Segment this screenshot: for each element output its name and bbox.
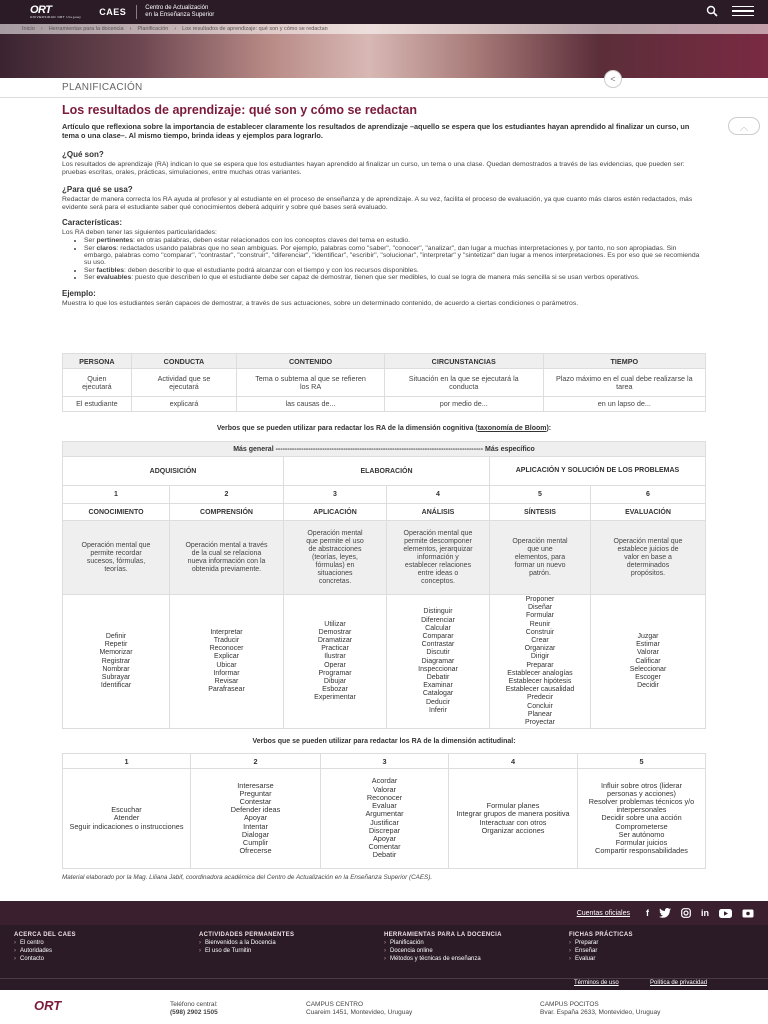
verb-item: Catalogar [422,690,454,698]
table-header: CIRCUNSTANCIAS [384,354,543,369]
article-intro: Artículo que reflexiona sobre la importancia de establecer claramente los resultados de aprendizaje –aquello se espera que los estudiantes hayan aprendido al finalizar un curso, un tema o una clase–. Al mismo tiempo, brinda ideas y ejemplos para lograrlo. [62,122,690,140]
verb-item: Intentar [243,821,268,831]
verb-item: Ilustrar [324,653,346,661]
verb-item: Dramatizar [317,637,353,645]
list-item [84,237,706,244]
caes-desc-line2: en la Enseñanza Superior [145,12,215,18]
number-cell: 5 [490,486,591,504]
description-cell: Operación mental a través de la cual se relaciona nueva información con la obtenida previamente. [170,521,284,595]
phone-number[interactable]: (598) 2902 1505 [170,1008,218,1016]
verb-item: Seguir indicaciones o instrucciones [69,821,184,831]
breadcrumb-separator-icon: › [174,26,177,32]
verbs-list [491,596,589,727]
verb-item: Traducir [213,637,240,645]
footer-link[interactable]: › Docencia online [384,947,502,955]
terms-link[interactable]: Términos de uso [574,980,619,986]
footer-link[interactable]: › Bienvenidos a la Docencia [199,939,294,947]
level-cell: APLICACIÓN [284,504,387,521]
table-header: CONTENIDO [237,354,385,369]
verb-item: Discrepar [368,825,401,835]
verb-item: Diagramar [421,657,455,665]
table-cell: Actividad que se ejecutará [131,369,236,397]
description-row [63,521,706,595]
verb-item: Experimentar [314,694,356,702]
verb-item: Diseñar [527,604,553,612]
table-header: 2 [191,754,321,769]
brand-divider [136,5,137,19]
verb-item: Reconocer [209,645,244,653]
verbs-cell [387,595,490,729]
breadcrumb-separator-icon: › [129,26,132,32]
table-cell: Tema o subtema al que se refieren los RA [237,369,385,397]
bullet-keyword: pertinentes [96,237,134,245]
verbs-list [192,782,319,856]
table-cell: las causas de... [237,397,385,412]
table-header-row [63,754,706,769]
table-header: 3 [321,754,449,769]
verbs-row [63,595,706,729]
chevron-up-icon: ︿ [739,121,749,132]
table-header: 1 [63,754,191,769]
verb-item: Ubicar [216,661,237,669]
footer-ort-logo[interactable]: ORT [34,998,62,1013]
verb-item: Debatir [372,850,397,860]
verb-item: Valorar [636,649,660,657]
bullet-text: : en otras palabras, deben estar relacionados con los conceptos claves del tema en estudio. [133,237,411,245]
verb-item: Dibujar [323,678,347,686]
table-header: 5 [578,754,706,769]
verb-item: Ofrecerse [239,846,272,856]
verb-item: Discutir [426,649,450,657]
verb-item: Debatir [426,673,450,681]
campus-pocitos-address: Bvar. España 2633, Montevideo, Uruguay [540,1008,661,1016]
privacy-link[interactable]: Política de privacidad [650,980,708,986]
bullet-prefix: Ser [84,266,97,274]
bullet-text: : puesto que describen lo que el estudiante debe ser capaz de demostrar, tienen que ser medibles, lo cual se logra de manera más sencilla si se usan verbos operativos. [131,274,640,282]
breadcrumb-current: Los resultados de aprendizaje: qué son y cómo se redactan [182,26,328,32]
facebook-icon[interactable]: f [646,908,649,918]
verbs-list [285,621,385,703]
level-cell: COMPRENSIÓN [170,504,284,521]
verb-item: Reunir [529,620,551,628]
breadcrumb [0,24,768,34]
table-cell: explicará [131,397,236,412]
description-cell: Operación mental que une elementos, para formar un nuevo patrón. [490,521,591,595]
verb-item: Diferenciar [421,616,455,624]
caes-description [145,5,214,19]
level-cell: ANÁLISIS [387,504,490,521]
verb-item: Escuchar [111,805,142,815]
table-cell [578,769,706,869]
article-title: Los resultados de aprendizaje: qué son y cómo se redactan [62,103,417,117]
footer-col-acerca [14,931,76,963]
verb-item: Valorar [373,784,396,794]
verb-item: Proponer [525,596,555,603]
footer-col-head: ACTIVIDADES PERMANENTES [199,932,295,938]
footer-links [0,925,768,978]
verb-item: Calificar [635,657,661,665]
caption-text-end: ): [546,425,552,432]
article-content [62,103,706,307]
verbs-list [171,629,282,695]
verbs-list [322,777,447,859]
verb-item: Preguntar [239,788,272,798]
example-table [62,353,706,412]
footer-link[interactable]: › Planificación [384,939,502,947]
verb-item: Decidir [637,682,659,690]
section-divider [0,97,768,98]
table-cell: Situación en la que se ejecutará la conducta [384,369,543,397]
verb-item: Proyectar [525,719,555,727]
verb-item: Ser autónomo [618,829,665,839]
group-cell: ADQUISICIÓN [63,457,284,486]
footer-col-herramientas [384,931,502,963]
verb-item: Operar [324,661,346,669]
top-bar [0,0,768,24]
verb-item: Predecir [526,694,554,702]
campus-centro-label: CAMPUS CENTRO [306,1001,364,1008]
caes-brand[interactable]: CAES [99,7,127,17]
table-header: PERSONA [63,354,132,369]
verb-item: Justificar [370,817,399,827]
verb-item: Memorizar [99,649,133,657]
verb-item: Crear [531,637,549,645]
footer-link[interactable]: › Enseñar [569,947,633,955]
verb-item: Seleccionar [629,665,667,673]
number-cell: 3 [284,486,387,504]
characteristics-list [62,237,706,281]
cuentas-oficiales-link[interactable]: Cuentas oficiales [576,909,630,917]
verb-item: Interpretar [210,628,243,636]
paragraph-caracteristicas: Los RA deben tener las siguientes particularidades: [62,229,217,237]
hamburger-menu-icon[interactable] [732,6,754,17]
list-item [84,267,706,274]
verbs-cell [284,595,387,729]
heading-ejemplo: Ejemplo: [62,288,96,298]
cognitive-verbs-table [62,441,706,729]
verb-item: Inferir [429,706,447,714]
verb-item: Concluir [527,702,553,710]
verb-item: Interactuar con otros [479,817,547,827]
list-item [84,245,706,267]
scale-row [63,442,706,457]
footer-link[interactable]: › Autoridades [14,947,76,955]
footer-link[interactable]: › Evaluar [569,955,633,963]
verb-item: Apoyar [372,833,397,843]
heading-para-que: ¿Para qué se usa? [62,184,133,194]
section-label: PLANIFICACIÓN [62,82,143,93]
footer-link[interactable]: › Métodos y técnicas de enseñanza [384,955,502,963]
group-cell: APLICACIÓN Y SOLUCIÓN DE LOS PROBLEMAS [490,457,706,486]
number-row [63,486,706,504]
description-cell: Operación mental que permite el uso de abstracciones (teorías, leyes, fórmulas) en situaciones concretas. [284,521,387,595]
table-cell [63,769,191,869]
verb-item: Establecer analogías [507,669,573,677]
verb-item: Cumplir [242,838,269,847]
credit-note: Material elaborado por la Mag. Liliana Jabif, coordinadora académica del Centro de Actualización en la Enseñanza Superior (CAES). [62,874,433,881]
campus-centro-address: Cuareim 1451, Montevideo, Uruguay [306,1008,413,1016]
verb-item: Compartir responsabilidades [595,846,688,856]
paragraph-que-son: Los resultados de aprendizaje (RA) indican lo que se espera que los estudiantes hayan aprendido al finalizar un curso, un tema o una clase. Quedan demostrados a través de las evidencias, que pueden ser: pruebas escritas, orales, prácticas, simulaciones, entre muchas otras variantes. [62,161,685,176]
verb-item: Distinguir [423,608,453,616]
table-cell: por medio de... [384,397,543,412]
verb-item: Dialogar [241,829,270,839]
verb-item: Subrayar [101,673,131,681]
top-icons [706,5,754,17]
verb-item: Inspeccionar [418,665,458,673]
verb-item: Planear [527,710,553,718]
verb-item: Contestar [239,796,272,806]
attitudinal-verbs-table [62,753,706,869]
footer-legal-bar [0,978,768,990]
phone-block [170,1001,218,1016]
instagram-icon[interactable] [681,908,691,918]
verb-item: Decidir sobre una acción [601,813,682,823]
verb-item: Deducir [425,698,451,706]
verb-item: Formular planes [486,801,540,811]
bullet-keyword: factibles [96,266,125,274]
table-cell: El estudiante [63,397,132,412]
table-header: CONDUCTA [131,354,236,369]
footer-link[interactable]: › Contacto [14,955,76,963]
verbs-list [64,633,168,690]
verbs-cell [170,595,284,729]
verb-item: Formular [525,612,554,620]
verb-item: Esbozar [322,686,348,694]
share-icon: < [610,74,616,84]
bullet-prefix: Ser [84,237,97,245]
cognitive-caption [62,425,706,432]
verb-item: Dirigir [530,653,550,661]
verb-item: Influir sobre otros (liderar personas y acciones) [600,780,683,798]
bullet-keyword: evaluables [96,274,132,282]
verbs-list [64,806,189,831]
verb-item: Revisar [214,678,239,686]
level-row [63,504,706,521]
campus-centro-block [306,1001,412,1016]
footer-contact [0,990,768,1024]
verb-item: Establecer hipótesis [508,678,572,686]
footer-link[interactable]: › El centro [14,939,76,947]
verb-item: Organizar acciones [481,825,545,835]
table-cell: Quien ejecutará [63,369,132,397]
table-cell: Plazo máximo en el cual debe realizarse la tarea [543,369,705,397]
verb-item: Calcular [425,624,451,632]
description-cell: Operación mental que establece juicios de valor en base a determinados propósitos. [591,521,706,595]
group-cell: ELABORACIÓN [284,457,490,486]
verb-item: Evaluar [372,801,397,811]
verb-item: Organizar [524,645,556,653]
caption-text: Verbos que se pueden utilizar para redactar los RA de la dimensión cognitiva ( [216,425,478,432]
description-cell: Operación mental que permite descomponer elementos, jerarquizar información y establecer relaciones entre ideas o conceptos. [387,521,490,595]
table-row [63,397,706,412]
verbs-list [592,633,704,690]
attitudinal-caption: Verbos que se pueden utilizar para redactar los RA de la dimensión actitudinal: [252,738,516,745]
bullet-keyword: claros [96,244,117,252]
share-button[interactable] [604,70,622,88]
table-cell [191,769,321,869]
verb-item: Contrastar [421,641,455,649]
verbs-list [586,782,697,856]
ort-logo[interactable] [30,5,81,19]
verbs-cell [63,595,170,729]
verb-item: Comparar [422,632,454,640]
verb-item: Defender ideas [230,805,281,815]
table-row [63,769,706,869]
linkedin-icon[interactable]: in [701,908,709,918]
verb-item: Atender [113,813,140,823]
verbs-cell [591,595,706,729]
verb-item: Interesarse [237,780,274,790]
verb-item: Examinar [423,682,453,690]
verb-item: Definir [105,632,127,640]
verb-item: Parafrasear [208,686,245,694]
verb-item: Acordar [371,776,398,786]
number-cell: 6 [591,486,706,504]
footer-link[interactable]: › El uso de Turnitin [199,947,294,955]
verb-item: Integrar grupos de manera positiva [456,809,570,819]
verb-item: Establecer causalidad [505,686,575,694]
table-header: 4 [449,754,578,769]
table-cell [449,769,578,869]
verb-item: Comentar [368,842,401,852]
ort-logo-sub: UNIVERSIDAD ORT Uruguay [30,15,82,19]
heading-caracteristicas: Características: [62,218,123,228]
number-cell: 1 [63,486,170,504]
description-cell: Operación mental que permite recordar sucesos, fórmulas, teorías. [63,521,170,595]
video-icon[interactable] [742,909,754,918]
footer-col-head: HERRAMIENTAS PARA LA DOCENCIA [384,932,502,938]
breadcrumb-herramientas[interactable]: Herramientas para la docencia [48,26,124,32]
footer-social-bar [0,901,768,925]
ort-logo-text: ORT [30,4,52,16]
verb-item: Registrar [101,657,131,665]
verb-item: Identificar [100,682,132,690]
bullet-prefix: Ser [84,244,97,252]
bullet-text: : deben describir lo que el estudiante podrá alcanzar con el tiempo y con los recursos disponibles. [124,266,419,274]
verb-item: Demostrar [318,628,352,636]
heading-que-son: ¿Qué son? [62,150,104,160]
table-row [63,369,706,397]
table-cell [321,769,449,869]
verb-item: Estimar [636,641,660,649]
list-item [84,274,706,281]
verb-item: Argumentar [365,809,404,819]
footer-col-head: FICHAS PRÁCTICAS [569,932,633,938]
scroll-top-button[interactable] [728,117,760,135]
campus-pocitos-label: CAMPUS POCITOS [540,1001,599,1008]
youtube-icon[interactable] [719,909,732,918]
footer-col-head: ACERCA DEL CAES [14,932,76,938]
bullet-prefix: Ser [84,274,97,282]
phone-label: Teléfono central: [170,1001,218,1008]
bullet-text: : redactados usando palabras que no sean ambiguas. Por ejemplo, palabras como "saber", "conocer", "analizar", dan lugar a muchas interpretaciones y, por tanto, no son apropiadas. Sin embargo, palabras como "comparar", "contrastar", "construir", "diferenciar", "identificar", "escribir", "solucionar", "interpretar" y "sintetizar" dan lugar a menos interpretaciones. Es por eso que se recomienda su uso. [84,244,700,267]
verb-item: Programar [318,669,352,677]
verbs-list [388,608,488,715]
verb-item: Reconocer [366,792,403,802]
paragraph-para-que: Redactar de manera correcta los RA ayuda al profesor y al estudiante en el proceso de enseñanza y de aprendizaje. A su vez, facilita el proceso de evaluación, ya que cuanto más claros estén redactados, más evidente será para el estudiante saber qué conocimientos deberá adquirir y sobre qué bases será evaluado. [62,195,693,211]
verb-item: Resolver problemas técnicos y/o interpersonales [588,796,695,815]
search-icon[interactable] [706,5,718,17]
breadcrumb-separator-icon: › [40,26,43,32]
verb-item: Informar [213,669,240,677]
footer-col-fichas [569,931,633,963]
level-cell: SÍNTESIS [490,504,591,521]
bloom-link[interactable]: taxonomía de Bloom [477,425,547,432]
verb-item: Formular juicios [615,838,668,847]
level-cell: CONOCIMIENTO [63,504,170,521]
verb-item: Preparar [526,661,554,669]
number-cell: 2 [170,486,284,504]
table-header: TIEMPO [543,354,705,369]
verb-item: Juzgar [637,632,659,640]
number-cell: 4 [387,486,490,504]
campus-pocitos-block [540,1001,660,1016]
verb-item: Nombrar [102,665,130,673]
verb-item: Escoger [635,673,661,681]
verb-item: Practicar [321,645,349,653]
table-cell: en un lapso de... [543,397,705,412]
caes-desc-line1: Centro de Actualización [145,5,209,11]
paragraph-ejemplo: Muestra lo que los estudiantes serán capaces de demostrar, a través de sus actuaciones, sobre un determinado contenido, de acuerdo a ciertas condiciones o parámetros. [62,299,579,307]
verb-item: Utilizar [324,620,346,628]
verb-item: Comprometerse [615,821,668,831]
verbs-cell [490,595,591,729]
level-cell: EVALUACIÓN [591,504,706,521]
verb-item: Repetir [104,641,128,649]
verb-item: Apoyar [243,813,268,823]
verb-item: Explicar [214,653,239,661]
table-header-row [63,354,706,369]
footer-col-actividades [199,931,294,955]
footer-link[interactable]: › Preparar [569,939,633,947]
verb-item: Construir [525,628,555,636]
scale-cell: Más general ----------------------------------------------------------------------------------------- Más específico [63,442,706,457]
twitter-icon[interactable] [659,908,671,918]
verbs-list [450,802,576,835]
breadcrumb-planificacion[interactable]: Planificación [137,26,169,32]
group-row [63,457,706,486]
breadcrumb-inicio[interactable]: Inicio [22,26,35,32]
